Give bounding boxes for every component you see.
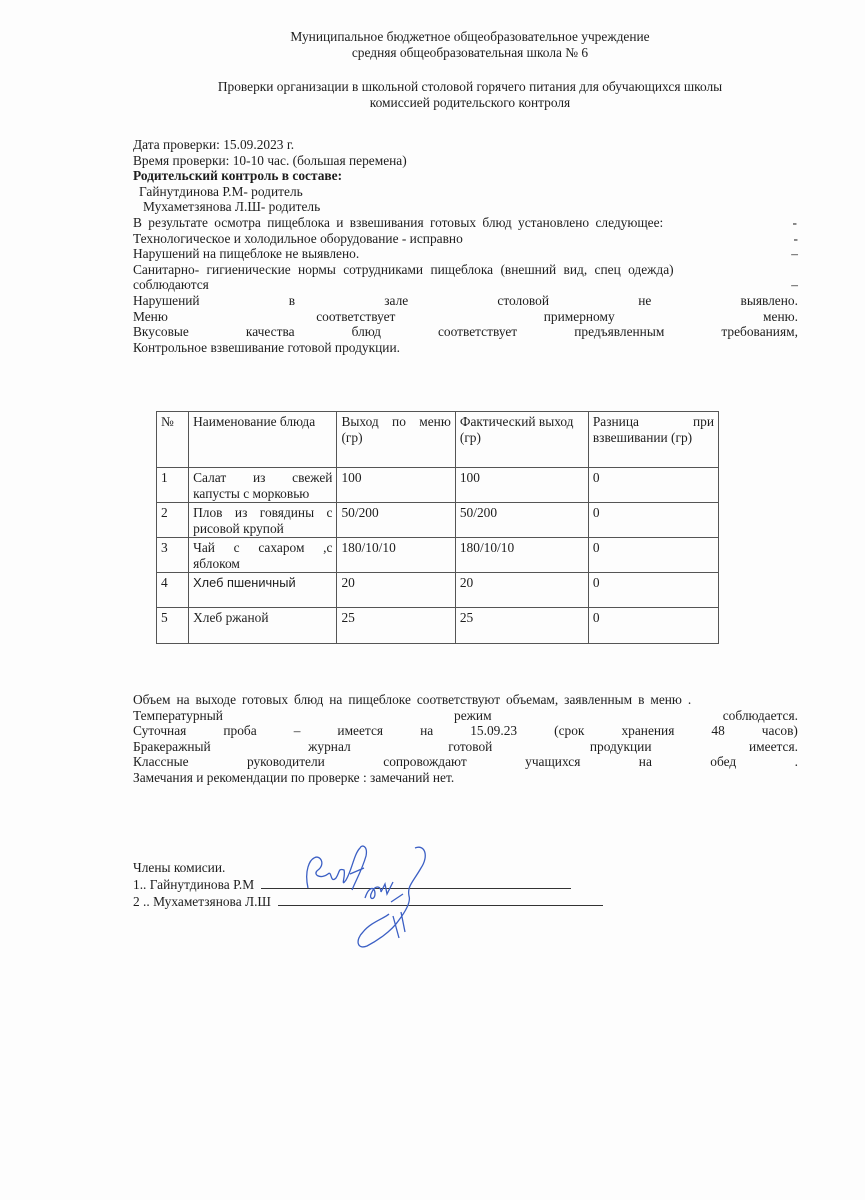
weighing-table (156, 411, 719, 644)
equipment-status: Технологическое и холодильное оборудование - исправно - (133, 230, 798, 246)
document-title-line-1: Проверки организации в школьной столовой горячего питания для обучающихся школы (217, 79, 723, 94)
col-actual-output-header: Фактический выход (гр) (455, 412, 588, 468)
table-row: 4 Хлеб пшеничный 20 20 0 (157, 573, 719, 608)
inspection-date: Дата проверки: 15.09.2023 г. (133, 137, 295, 152)
rejection-journal: Бракеражный журнал готовой продукции имеется. (133, 738, 798, 754)
signer-2-name: 2 .. Мухаметзянова Л.Ш (133, 893, 271, 909)
remarks: Замечания и рекомендации по проверке : замечаний нет. (133, 769, 455, 785)
dish-name: Чай с сахаром ,с яблоком (189, 538, 337, 573)
dish-name: Хлеб пшеничный (189, 573, 337, 608)
kitchen-violations: Нарушений на пищеблоке не выявлено. – (133, 246, 798, 262)
committee-member-1: Гайнутдинова Р.М- родитель (139, 183, 303, 199)
table-row: 5 Хлеб ржаной 25 25 0 (157, 608, 719, 644)
dish-name: Плов из говядины с рисовой крупой (189, 503, 337, 538)
col-number-header: № (157, 412, 189, 468)
hall-violations: Нарушений в зале столовой не выявлено. (133, 292, 798, 308)
table-row: 2 Плов из говядины с рисовой крупой 50/200 50/200 0 (157, 503, 719, 538)
taste-quality: Вкусовые качества блюд соответствует предъявленным требованиям, (133, 324, 798, 340)
inspection-info (133, 137, 798, 355)
dish-name: Салат из свежей капусты с морковью (189, 468, 337, 503)
institution-line-1: Муниципальное бюджетное общеобразовательное учреждение (290, 29, 650, 44)
composition-label: Родительский контроль в составе: (133, 168, 343, 184)
document-header (130, 29, 810, 111)
sanitary-line-2: соблюдаются – (133, 277, 798, 293)
conclusions (133, 692, 798, 786)
signatures-section (133, 860, 798, 910)
table-header-row (157, 412, 719, 468)
temperature-regime: Температурный режим соблюдается. (133, 707, 798, 723)
table-row: 1 Салат из свежей капусты с морковью 100 100 0 (157, 468, 719, 503)
committee-label: Члены комисии. (133, 860, 226, 875)
inspection-time: Время проверки: 10-10 час. (большая перемена) (133, 152, 407, 168)
signer-1-name: 1.. Гайнутдинова Р.М (133, 876, 255, 892)
col-difference-header: Разница при взвешивании (гр) (588, 412, 718, 468)
sanitary-line-1: Санитарно- гигиенические нормы сотрудниками пищеблока (внешний вид, спец одежда) (133, 261, 674, 277)
institution-line-2: средняя общеобразовательная школа № 6 (351, 45, 589, 60)
signature-row-2 (133, 893, 798, 910)
signature-2-icon (345, 842, 440, 952)
weighing-label: Контрольное взвешивание готовой продукции. (133, 339, 400, 355)
class-teachers: Классные руководители сопровождают учащихся на обед . (133, 754, 798, 770)
committee-member-2: Мухаметзянова Л.Ш- родитель (143, 199, 321, 215)
col-dish-name-header: Наименование блюда (189, 412, 337, 468)
menu-compliance: Меню соответствует примерному меню. (133, 308, 798, 324)
dish-name: Хлеб ржаной (189, 608, 337, 644)
findings-intro: В результате осмотра пищеблока и взвешивания готовых блюд установлено следующее: - (133, 214, 797, 230)
table-row: 3 Чай с сахаром ,с яблоком 180/10/10 180/10/10 0 (157, 538, 719, 573)
daily-sample: Суточная проба – имеется на 15.09.23 (срок хранения 48 часов) (133, 723, 798, 739)
signature-row-1 (133, 876, 798, 893)
document-title-line-2: комиссией родительского контроля (369, 95, 571, 110)
volume-compliance: Объем на выходе готовых блюд на пищеблоке соответствуют объемам, заявленным в меню . (133, 692, 692, 707)
col-menu-output-header: Выход по меню (гр) (337, 412, 455, 468)
